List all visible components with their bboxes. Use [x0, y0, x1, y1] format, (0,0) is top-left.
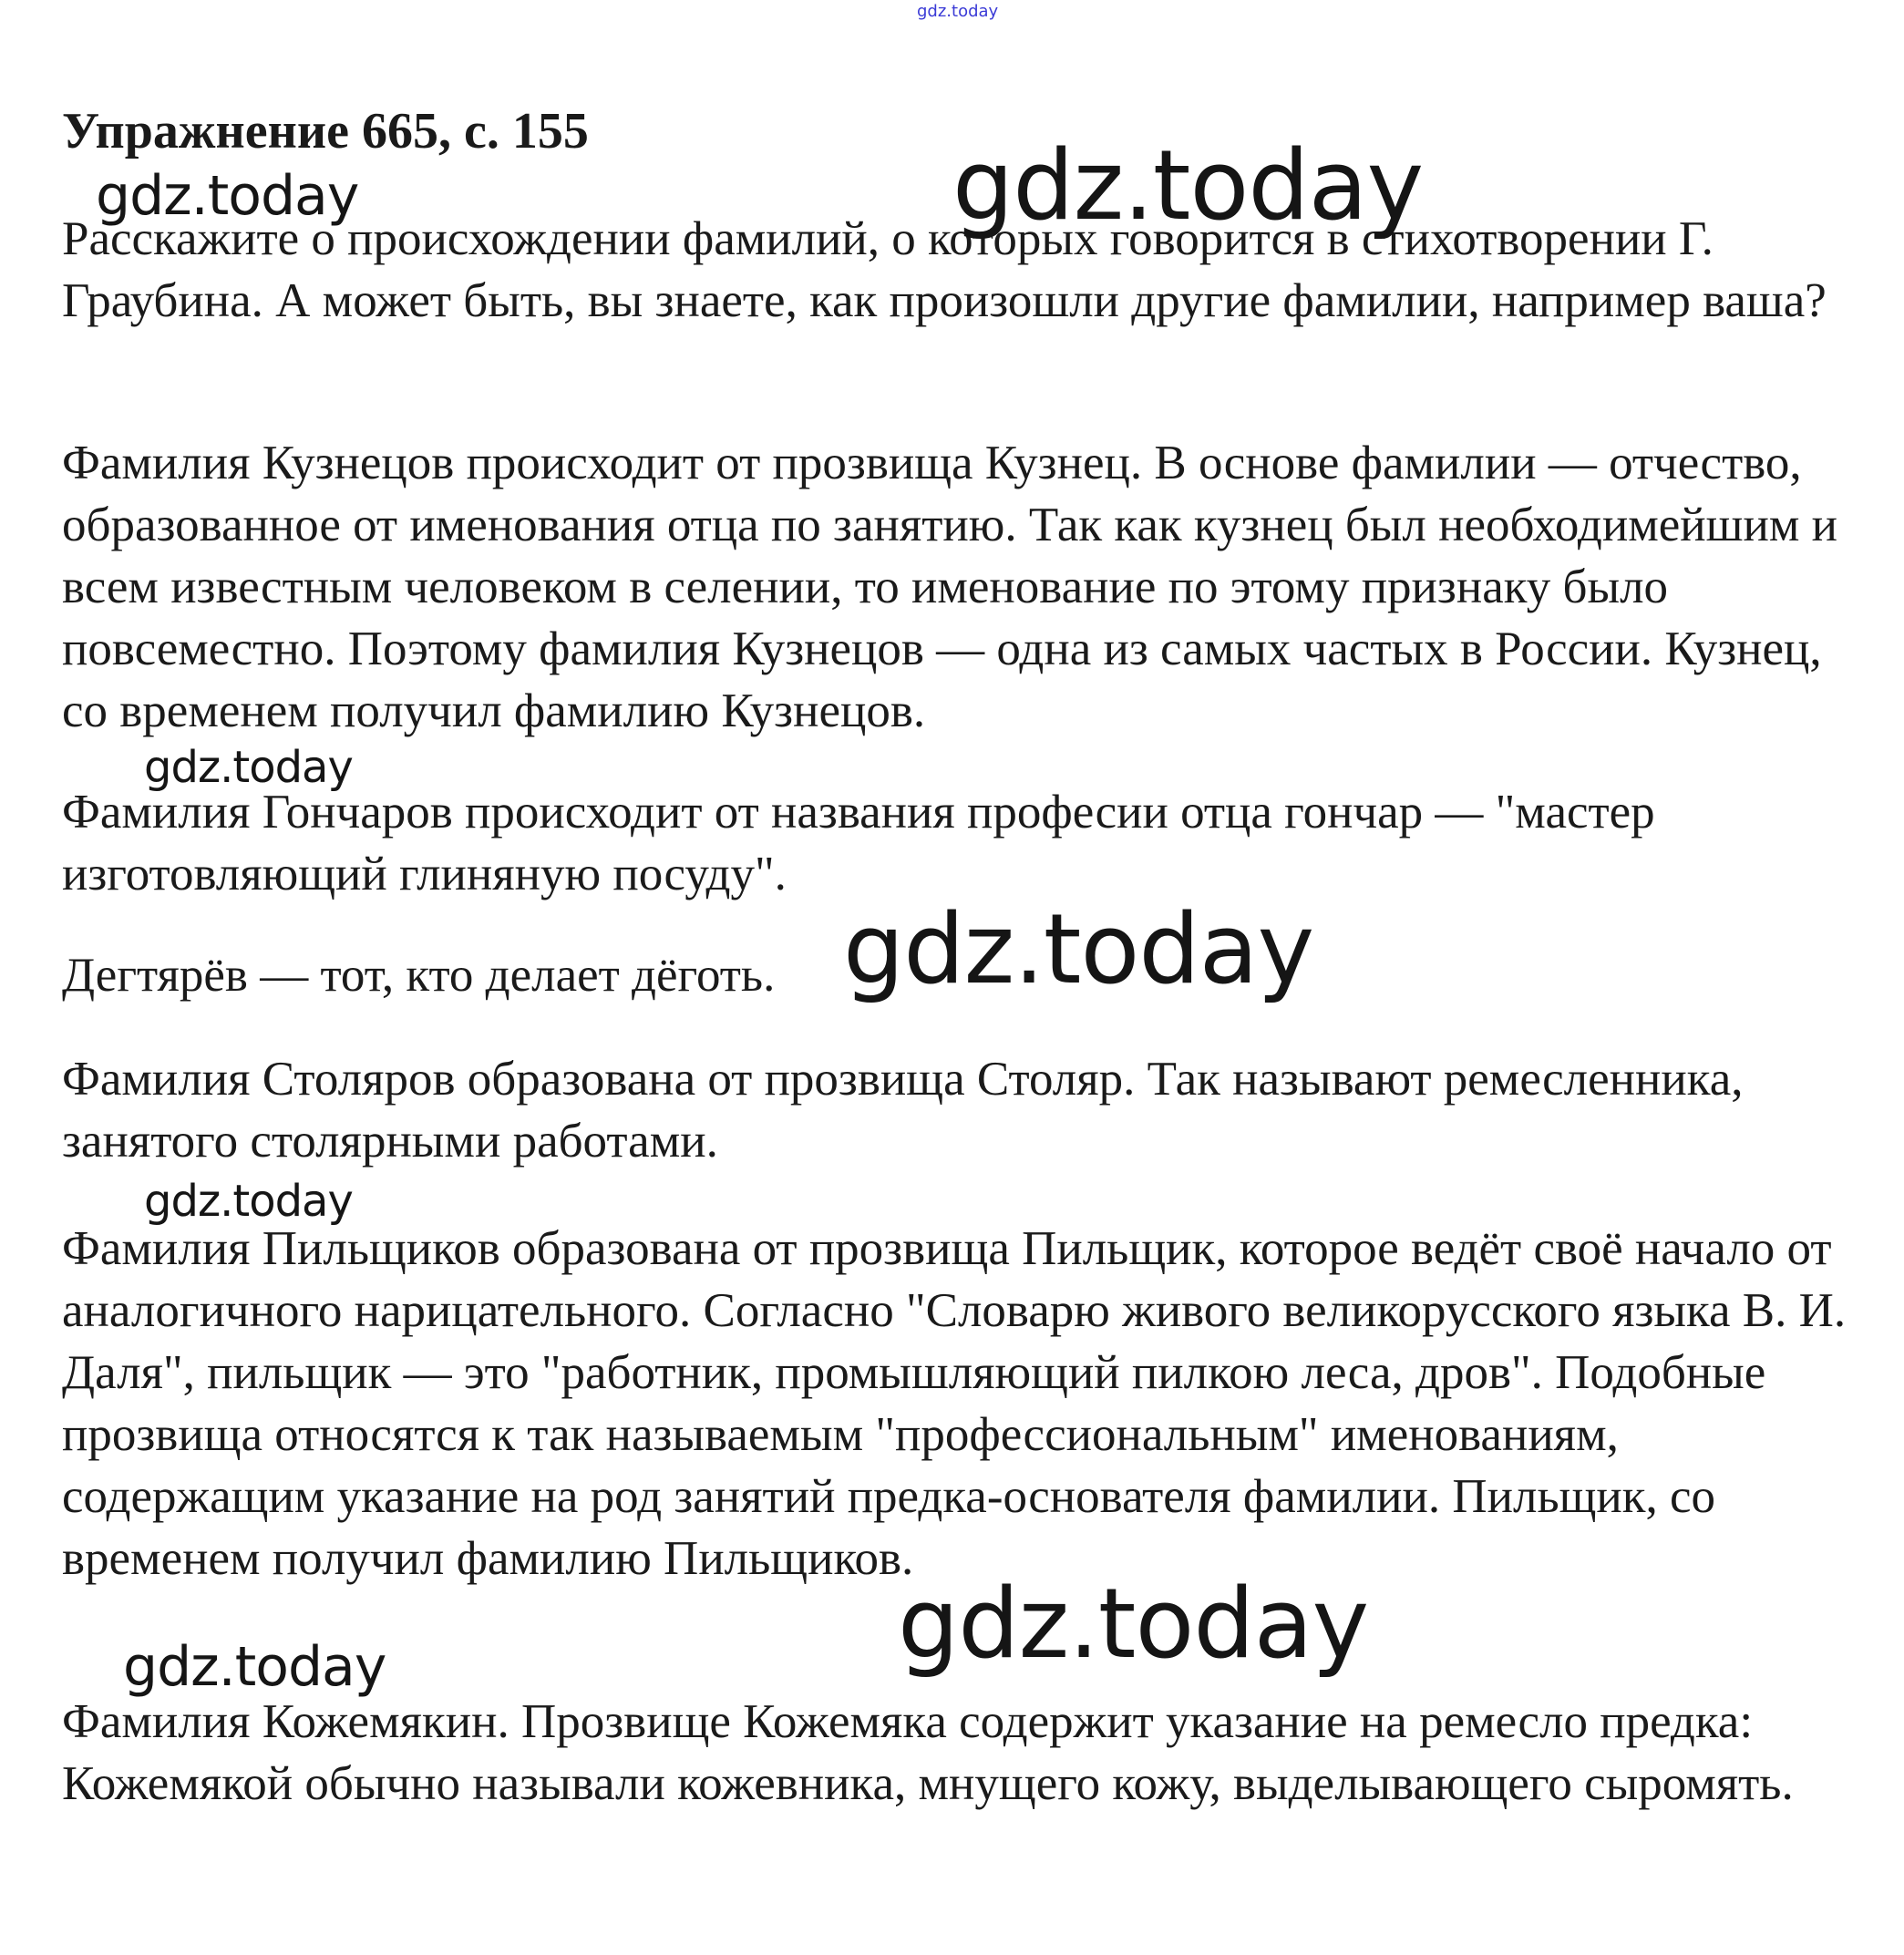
watermark-text: gdz.today — [96, 164, 359, 228]
watermark-text: gdz.today — [898, 1568, 1369, 1680]
exercise-title: Упражнение 665, с. 155 — [62, 103, 589, 159]
answer-goncharov: Фамилия Гончаров происходит от названия професии отца гончар — "мастер изготовляющий глиняную посуду". — [62, 786, 1655, 900]
watermark-text: gdz.today — [144, 1176, 353, 1227]
answer-kuznetsov: Фамилия Кузнецов происходит от прозвища Кузнец. В основе фамилии — отчество, образованное от именования отца по занятию. Так как кузнец был необходимейшим и всем известным человеком в селении, то именование по этому признаку было повсеместно. Поэтому фамилия Кузнецов — одна из самых частых в России. Кузнец, со временем получил фамилию Кузнецов. — [62, 437, 1837, 737]
answer-kozhemyakin: Фамилия Кожемякин. Прозвище Кожемяка содержит указание на ремесло предка: Кожемякой обычно называли кожевника, мнущего кожу, выделывающего сыромять. — [62, 1695, 1794, 1810]
answer-stolyarov: Фамилия Столяров образована от прозвища Столяр. Так называют ремесленника, занятого столярными работами. — [62, 1053, 1744, 1168]
watermark-text: gdz.today — [952, 129, 1424, 242]
task-text: Расскажите о происхождении фамилий, о которых говорится в стихотворении Г. Граубина. А может быть, вы знаете, как произошли другие фамилии, например ваша? — [62, 212, 1827, 327]
watermark-text: gdz.today — [123, 1635, 386, 1699]
top-watermark: gdz.today — [917, 2, 999, 21]
watermark-text: gdz.today — [144, 742, 353, 793]
watermark-text: gdz.today — [843, 893, 1314, 1005]
answer-degtyarev: Дегтярёв — тот, кто делает дёготь. — [62, 949, 776, 1002]
answer-pilshchikov: Фамилия Пильщиков образована от прозвища Пильщик, которое ведёт своё начало от аналогичного нарицательного. Согласно "Словарю живого великорусского языка В. И. Даля", пильщик — это "работник, промышляющий пилкою леса, дров". Подобные прозвища относятся к так называемым "профессиональным" именованиям, содержащим указание на род занятий предка-основателя фамилии. Пильщик, со временем получил фамилию Пильщиков. — [62, 1222, 1847, 1585]
